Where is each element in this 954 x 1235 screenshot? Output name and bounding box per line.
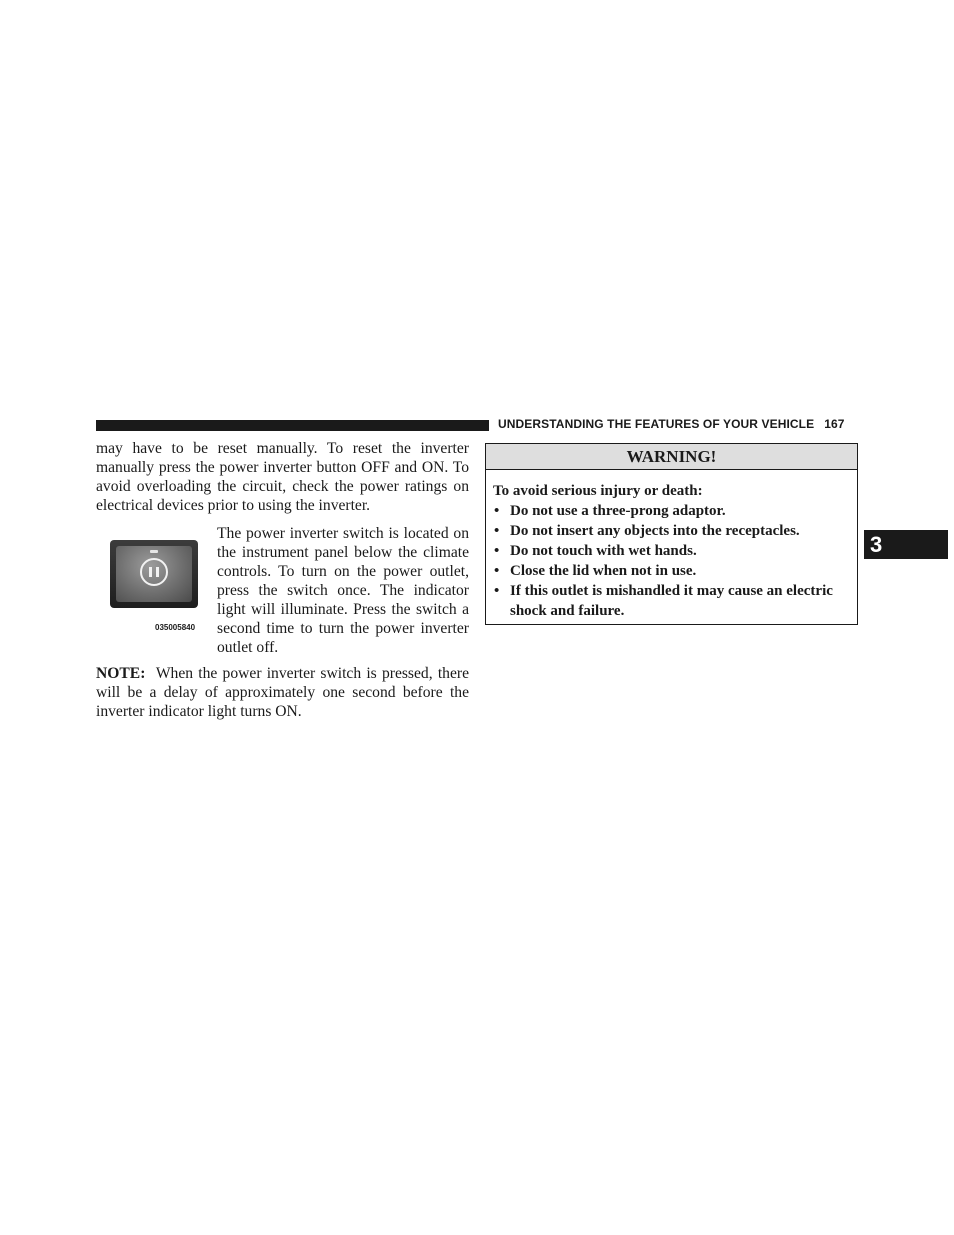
- warning-item: • Do not touch with wet hands.: [493, 541, 851, 561]
- figure-row: [96, 524, 469, 655]
- warning-box: [485, 443, 858, 625]
- switch-button-face: [116, 546, 192, 602]
- power-outlet-switch-icon: [110, 540, 198, 608]
- outlet-slot-right: [156, 567, 159, 577]
- note-paragraph: [96, 664, 469, 721]
- warning-intro: To avoid serious injury or death:: [493, 483, 703, 499]
- warning-body: [486, 470, 857, 621]
- paragraph-switch-location: The power inverter switch is located on the instrument panel below the climate controls. To turn on the power outlet, press the switch once. The indicator light will illuminate. Press the switch a second time to turn the power inverter outlet off.: [217, 525, 469, 656]
- outlet-slot-left: [149, 567, 152, 577]
- note-text: When the power inverter switch is pressed, there will be a delay of approximately one second before the inverter indicator light turns ON.: [96, 665, 469, 720]
- switch-figure: [108, 540, 204, 636]
- section-title: UNDERSTANDING THE FEATURES OF YOUR VEHICLE: [498, 417, 815, 431]
- running-header: [498, 417, 858, 431]
- note-label: NOTE:: [96, 665, 146, 682]
- left-column: [96, 439, 469, 721]
- warning-item: • If this outlet is mishandled it may cause an electric shock and failure.: [493, 581, 851, 621]
- header-rule: [96, 420, 489, 431]
- figure-code: 035005840: [155, 623, 196, 632]
- outlet-icon: [140, 558, 168, 586]
- chapter-tab: 3: [864, 530, 948, 559]
- page-number: 167: [824, 417, 845, 431]
- warning-item: • Do not use a three-prong adaptor.: [493, 501, 851, 521]
- warning-item: • Close the lid when not in use.: [493, 561, 851, 581]
- warning-list: [493, 501, 851, 621]
- warning-item: • Do not insert any objects into the receptacles.: [493, 521, 851, 541]
- paragraph-reset: may have to be reset manually. To reset the inverter manually press the power inverter button OFF and ON. To avoid overloading the circuit, check the power ratings on electrical devices prior to using the inverter.: [96, 440, 469, 514]
- warning-title: WARNING!: [486, 444, 857, 470]
- indicator-light-icon: [150, 550, 158, 553]
